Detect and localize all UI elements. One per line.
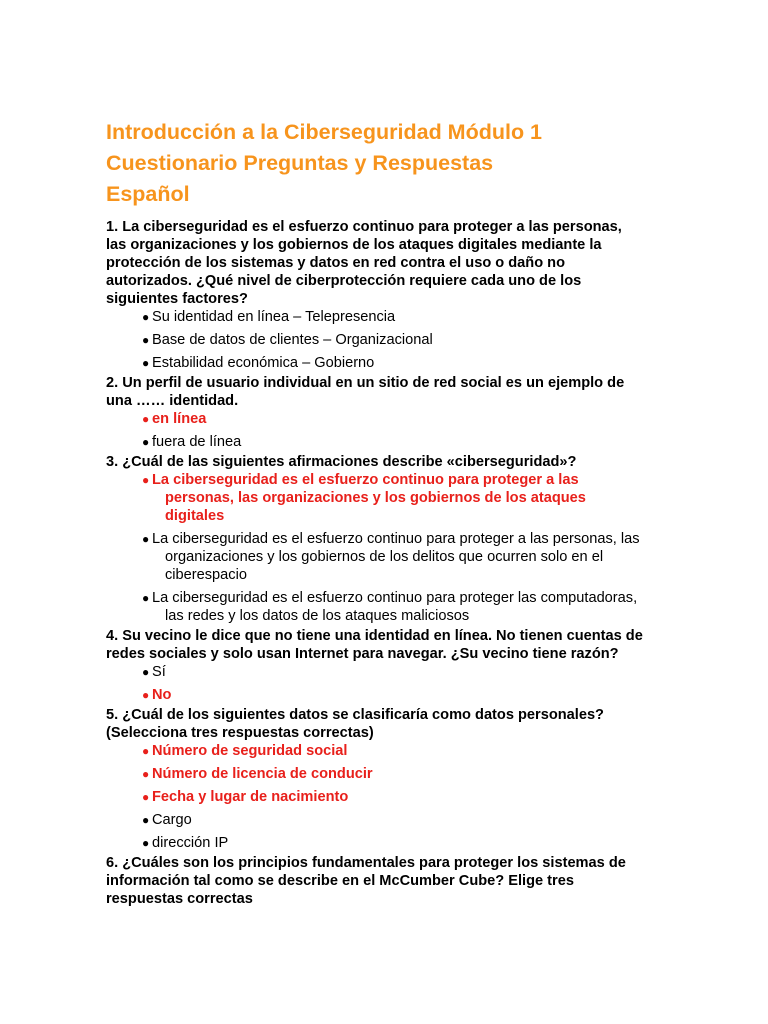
bullet-icon: ● (142, 836, 150, 850)
answer-option (106, 663, 746, 681)
answer-options (106, 742, 746, 852)
question-block (106, 627, 746, 704)
answer-option (106, 811, 746, 829)
question-line: 1. La ciberseguridad es el esfuerzo continuo para proteger a las personas, (106, 219, 622, 235)
answer-options (106, 308, 746, 372)
option-line: digitales (165, 508, 225, 524)
question-line: 4. Su vecino le dice que no tiene una identidad en línea. No tienen cuentas de (106, 628, 643, 644)
question-block (106, 854, 746, 908)
document-page (106, 117, 746, 908)
question-text (106, 218, 746, 308)
question-line: (Selecciona tres respuestas correctas) (106, 725, 374, 741)
bullet-icon: ● (142, 688, 150, 702)
question-text (106, 706, 746, 742)
option-line: Fecha y lugar de nacimiento (152, 789, 349, 805)
question-text (106, 374, 746, 410)
question-line: redes sociales y solo usan Internet para navegar. ¿Su vecino tiene razón? (106, 646, 619, 662)
correct-answer-option (106, 765, 746, 783)
option-line: ciberespacio (165, 567, 247, 583)
option-line: No (152, 687, 172, 703)
bullet-icon: ● (142, 310, 150, 324)
option-line: Sí (152, 664, 166, 680)
answer-option (106, 331, 746, 349)
document-title (106, 117, 746, 210)
bullet-icon: ● (142, 813, 150, 827)
question-text (106, 453, 746, 471)
answer-options (106, 410, 746, 451)
answer-option (106, 530, 746, 584)
correct-answer-option (106, 742, 746, 760)
option-line: Su identidad en línea – Telepresencia (152, 309, 396, 325)
option-line: La ciberseguridad es el esfuerzo continuo para proteger a las (152, 472, 579, 488)
question-text (106, 854, 746, 908)
answer-option (106, 589, 746, 625)
title-line: Introducción a la Ciberseguridad Módulo 1 (106, 120, 543, 144)
option-line: Cargo (152, 812, 192, 828)
option-line: Base de datos de clientes – Organizacional (152, 332, 433, 348)
option-line: La ciberseguridad es el esfuerzo continuo para proteger a las personas, las (152, 531, 640, 547)
title-line: Cuestionario Preguntas y Respuestas (106, 151, 494, 175)
answer-options (106, 663, 746, 704)
option-line: Estabilidad económica – Gobierno (152, 355, 375, 371)
question-line: una …… identidad. (106, 393, 239, 409)
question-line: 3. ¿Cuál de las siguientes afirmaciones describe «ciberseguridad»? (106, 454, 577, 470)
bullet-icon: ● (142, 790, 150, 804)
bullet-icon: ● (142, 333, 150, 347)
answer-option (106, 834, 746, 852)
option-line: las redes y los datos de los ataques maliciosos (165, 608, 470, 624)
bullet-icon: ● (142, 744, 150, 758)
answer-option (106, 308, 746, 326)
question-line: protección de los sistemas y datos en red contra el uso o daño no (106, 255, 565, 271)
bullet-icon: ● (142, 412, 150, 426)
question-list (106, 218, 746, 908)
question-text (106, 627, 746, 663)
bullet-icon: ● (142, 665, 150, 679)
correct-answer-option (106, 686, 746, 704)
option-line: personas, las organizaciones y los gobiernos de los ataques (165, 490, 586, 506)
question-block (106, 706, 746, 852)
correct-answer-option (106, 788, 746, 806)
option-line: en línea (152, 411, 207, 427)
option-line: Número de seguridad social (152, 743, 348, 759)
question-line: siguientes factores? (106, 291, 248, 307)
answer-option (106, 354, 746, 372)
bullet-icon: ● (142, 435, 150, 449)
option-line: Número de licencia de conducir (152, 766, 373, 782)
question-line: 2. Un perfil de usuario individual en un sitio de red social es un ejemplo de (106, 375, 625, 391)
question-line: las organizaciones y los gobiernos de los ataques digitales mediante la (106, 237, 602, 253)
question-line: información tal como se describe en el McCumber Cube? Elige tres (106, 873, 574, 889)
question-line: autorizados. ¿Qué nivel de ciberprotección requiere cada uno de los (106, 273, 582, 289)
option-line: La ciberseguridad es el esfuerzo continuo para proteger las computadoras, (152, 590, 638, 606)
question-block (106, 374, 746, 451)
question-block (106, 218, 746, 372)
question-line: respuestas correctas (106, 891, 253, 907)
option-line: dirección IP (152, 835, 229, 851)
correct-answer-option (106, 471, 746, 525)
option-line: organizaciones y los gobiernos de los delitos que ocurren solo en el (165, 549, 604, 565)
bullet-icon: ● (142, 532, 150, 546)
option-line: fuera de línea (152, 434, 242, 450)
question-line: 6. ¿Cuáles son los principios fundamentales para proteger los sistemas de (106, 855, 626, 871)
bullet-icon: ● (142, 591, 150, 605)
correct-answer-option (106, 410, 746, 428)
answer-options (106, 471, 746, 625)
question-block (106, 453, 746, 625)
title-line: Español (106, 182, 190, 206)
bullet-icon: ● (142, 767, 150, 781)
bullet-icon: ● (142, 356, 150, 370)
question-line: 5. ¿Cuál de los siguientes datos se clasificaría como datos personales? (106, 707, 604, 723)
answer-option (106, 433, 746, 451)
bullet-icon: ● (142, 473, 150, 487)
